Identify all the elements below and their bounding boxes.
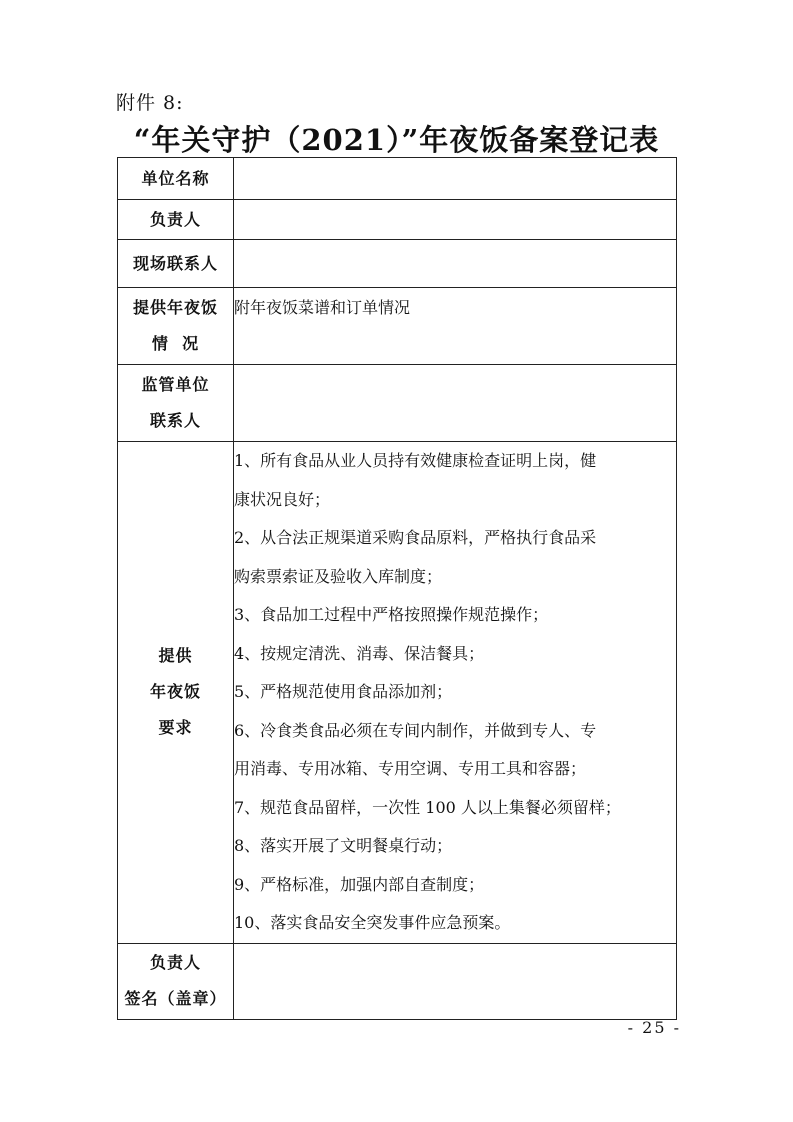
onsite-contact-field[interactable] bbox=[234, 240, 677, 288]
unit-name-label: 单位名称 bbox=[118, 158, 234, 200]
table-row-supervisor bbox=[118, 365, 677, 442]
requirements-label bbox=[118, 442, 234, 944]
signature-label bbox=[118, 943, 234, 1019]
requirement-line: 3、食品加工过程中严格按照操作规范操作； bbox=[234, 605, 549, 624]
table-row-requirements bbox=[118, 442, 677, 944]
requirement-line: 10、落实食品安全突发事件应急预案。 bbox=[234, 913, 511, 932]
responsible-label: 负责人 bbox=[118, 200, 234, 240]
requirements-label-line2: 年夜饭 bbox=[149, 682, 201, 702]
supervisor-label-line1: 监管单位 bbox=[141, 375, 210, 394]
table-row-onsite-contact bbox=[118, 240, 677, 288]
supply-situation-label-line1: 提供年夜饭 bbox=[132, 298, 218, 317]
supply-situation-label bbox=[118, 288, 234, 365]
table-row-supply-situation bbox=[118, 288, 677, 365]
requirement-line: 4、按规定清洗、消毒、保洁餐具； bbox=[234, 643, 485, 663]
table-row-unit-name bbox=[118, 158, 677, 200]
signature-label-line2: 签名（盖章） bbox=[124, 989, 227, 1008]
signature-label-line1: 负责人 bbox=[149, 953, 201, 972]
requirement-line: 9、严格标准，加强内部自查制度； bbox=[234, 874, 485, 894]
requirements-label-line1: 提供 bbox=[158, 646, 193, 666]
requirement-line: 购索票索证及验收入库制度； bbox=[234, 566, 443, 586]
page-number: - 25 - bbox=[627, 1018, 681, 1037]
supply-situation-label-line2: 情 况 bbox=[151, 334, 200, 353]
supervisor-field[interactable] bbox=[234, 365, 677, 442]
requirement-line: 1、所有食品从业人员持有效健康检查证明上岗，健 bbox=[234, 451, 597, 470]
requirement-line: 7、规范食品留样，一次性 100 人以上集餐必须留样； bbox=[234, 797, 621, 817]
onsite-contact-label: 现场联系人 bbox=[118, 240, 234, 288]
table-row-responsible bbox=[118, 200, 677, 240]
table-row-signature bbox=[118, 943, 677, 1019]
unit-name-field[interactable] bbox=[234, 158, 677, 200]
requirement-line: 8、落实开展了文明餐桌行动； bbox=[234, 836, 453, 855]
requirement-line: 康状况良好； bbox=[234, 489, 331, 509]
attachment-label: 附件 8: bbox=[116, 92, 184, 114]
requirement-line: 2、从合法正规渠道采购食品原料，严格执行食品采 bbox=[234, 528, 597, 547]
requirement-line: 用消毒、专用冰箱、专用空调、专用工具和容器； bbox=[234, 759, 587, 778]
responsible-field[interactable] bbox=[234, 200, 677, 240]
supply-situation-field[interactable]: 附年夜饭菜谱和订单情况 bbox=[234, 288, 677, 365]
requirement-line: 6、冷食类食品必须在专间内制作，并做到专人、专 bbox=[234, 720, 597, 740]
requirements-label-line3: 要求 bbox=[158, 718, 193, 738]
requirement-line: 5、严格规范使用食品添加剂； bbox=[234, 682, 453, 701]
signature-field[interactable] bbox=[234, 943, 677, 1019]
registration-table bbox=[117, 157, 677, 1020]
supervisor-label-line2: 联系人 bbox=[149, 411, 201, 430]
requirements-list bbox=[234, 442, 677, 944]
supervisor-label bbox=[118, 365, 234, 442]
form-title: “年关守护（2021）”年夜饭备案登记表 bbox=[133, 123, 660, 157]
